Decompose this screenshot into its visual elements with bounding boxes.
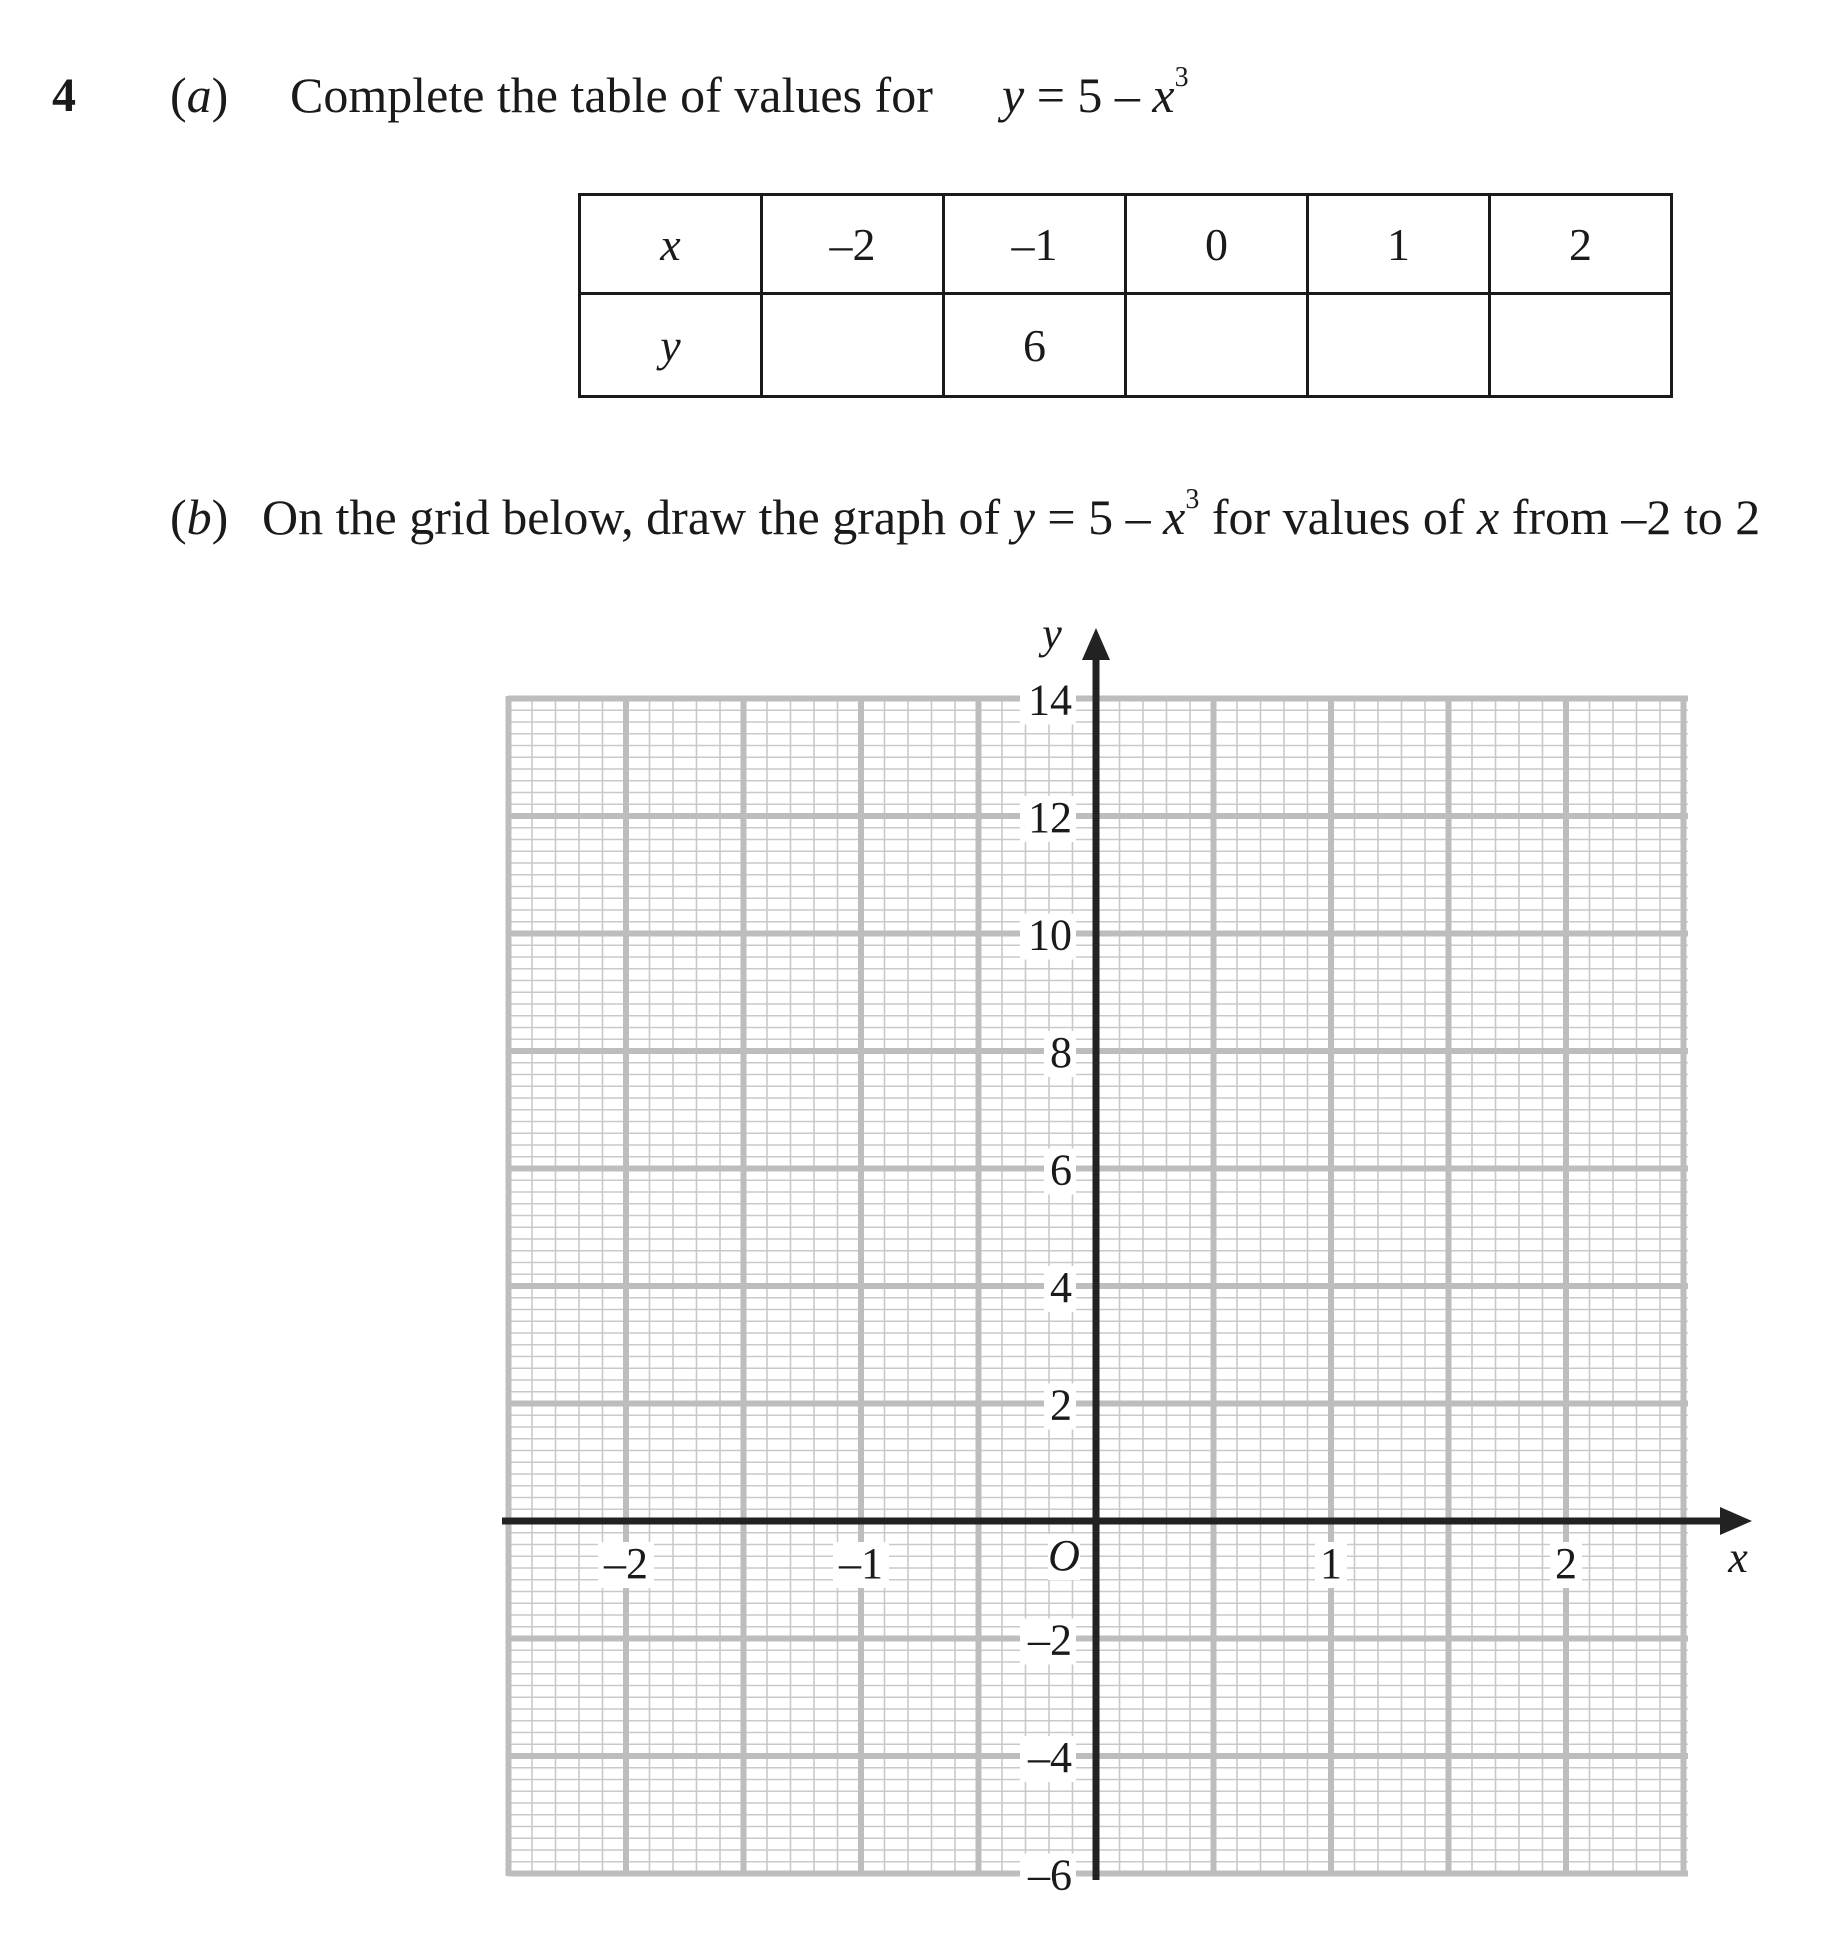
x-tick-label: 1 [1320,1539,1342,1588]
y-tick-label: –4 [1028,1733,1072,1782]
table-cell-x: –1 [944,195,1126,294]
y-tick-label: 10 [1028,910,1072,960]
y-tick-label: 8 [1050,1028,1072,1077]
x-axis-arrowhead [1720,1507,1752,1535]
y-tick-label: 4 [1050,1263,1072,1312]
origin-label: O [1048,1531,1080,1580]
table-header-x: x [580,195,762,294]
table-cell-x: 1 [1308,195,1490,294]
y-axis-arrowhead [1082,628,1110,660]
y-tick-label: –2 [1028,1615,1072,1665]
x-tick-label: 2 [1555,1539,1577,1588]
table-cell-x: 0 [1126,195,1308,294]
y-tick-label: 6 [1050,1145,1072,1195]
x-axis-label: x [1728,1533,1748,1582]
part-a-text: Complete the table of values for [290,67,933,123]
axis-tick-labels [598,609,1748,1900]
x-tick-label: –2 [604,1539,648,1588]
part-a-label: (a) [170,67,229,123]
question-number: 4 [52,69,76,122]
y-tick-label: –6 [1028,1850,1072,1900]
y-tick-label: 14 [1028,675,1072,725]
y-axis-label: y [1042,609,1062,658]
y-tick-label: 2 [1050,1380,1072,1430]
table-header-y: y [580,294,762,397]
table-cell-y[interactable]: 6 [944,294,1126,397]
part-b-label: (b) [170,489,229,545]
part-b-text: On the grid below, draw the graph of $y = 5 - x^3$ for values of x from –2 to 2 [262,484,1761,545]
table-cell-x: –2 [762,195,944,294]
part-a-equation: $y = 5 - x^3$ [1002,62,1189,123]
x-tick-label: –1 [839,1539,883,1588]
table-cell-x: 2 [1490,195,1672,294]
y-tick-label: 12 [1028,793,1072,842]
